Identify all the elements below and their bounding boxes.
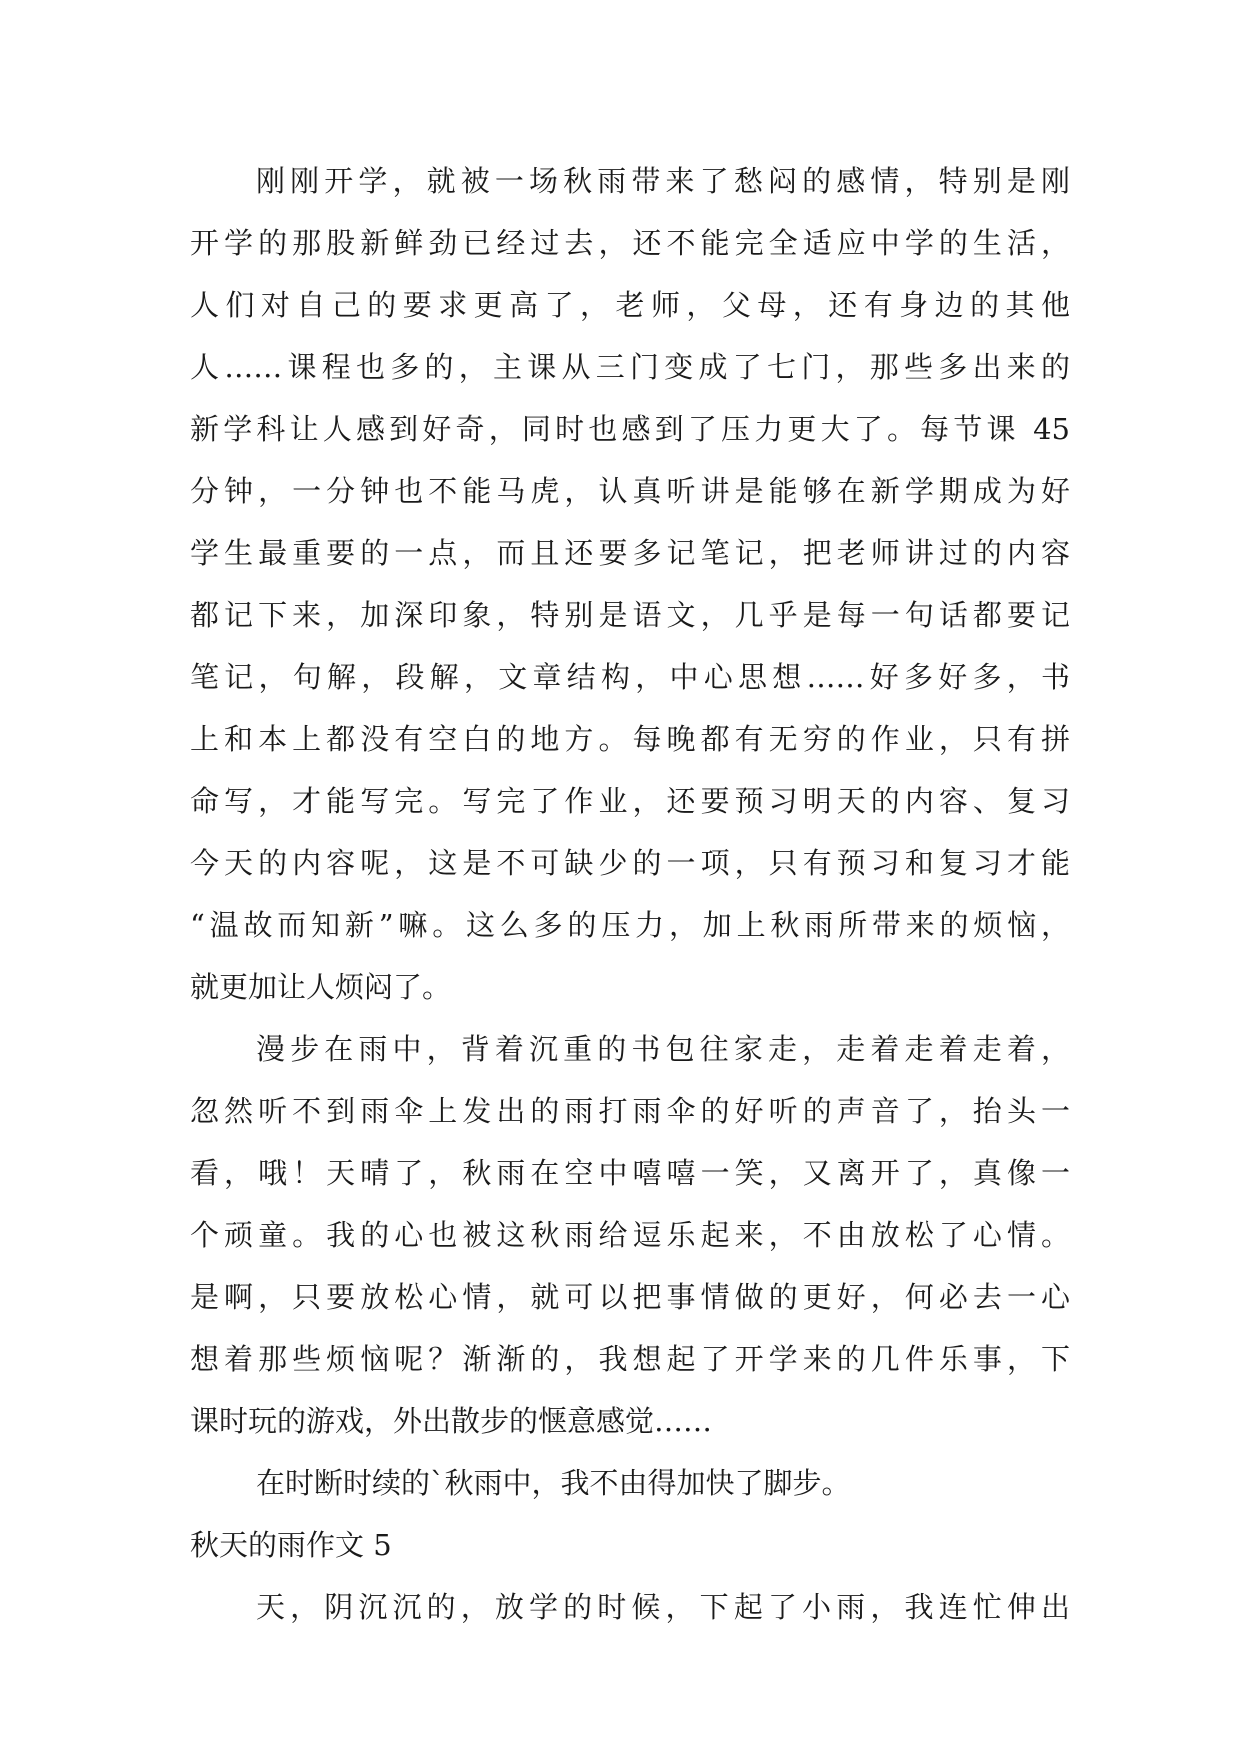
text-line: 都记下来，加深印象，特别是语文，几乎是每一句话都要记 — [190, 598, 1070, 632]
text-line: 开学的那股新鲜劲已经过去，还不能完全适应中学的生活， — [190, 226, 1070, 260]
text-line: 今天的内容呢，这是不可缺少的一项，只有预习和复习才能 — [190, 846, 1070, 880]
text-line: 看，哦！天晴了，秋雨在空中嘻嘻一笑，又离开了，真像一 — [190, 1156, 1070, 1190]
text-line: “温故而知新”嘛。这么多的压力，加上秋雨所带来的烦恼， — [190, 908, 1070, 942]
text-line: 分钟，一分钟也不能马虎，认真听讲是能够在新学期成为好 — [190, 474, 1070, 508]
text-line: 刚刚开学，就被一场秋雨带来了愁闷的感情，特别是刚 — [256, 164, 1070, 198]
text-line: 上和本上都没有空白的地方。每晚都有无穷的作业，只有拼 — [190, 722, 1070, 756]
text-line: 人……课程也多的，主课从三门变成了七门，那些多出来的 — [190, 350, 1070, 384]
text-line: 新学科让人感到好奇，同时也感到了压力更大了。每节课 45 — [190, 412, 1070, 446]
text-line: 课时玩的游戏，外出散步的惬意感觉…… — [190, 1404, 713, 1438]
text-line: 笔记，句解，段解，文章结构，中心思想……好多好多，书 — [190, 660, 1070, 694]
text-line: 学生最重要的一点，而且还要多记笔记，把老师讲过的内容 — [190, 536, 1070, 570]
text-line: 想着那些烦恼呢？渐渐的，我想起了开学来的几件乐事，下 — [190, 1342, 1070, 1376]
text-line: 个顽童。我的心也被这秋雨给逗乐起来，不由放松了心情。 — [190, 1218, 1070, 1252]
text-line: 漫步在雨中，背着沉重的书包往家走，走着走着走着， — [256, 1032, 1070, 1066]
text-line: 命写，才能写完。写完了作业，还要预习明天的内容、复习 — [190, 784, 1070, 818]
text-line: 人们对自己的要求更高了，老师，父母，还有身边的其他 — [190, 288, 1070, 322]
text-line: 天，阴沉沉的，放学的时候，下起了小雨，我连忙伸出 — [256, 1590, 1070, 1624]
text-line: 在时断时续的`秋雨中，我不由得加快了脚步。 — [256, 1466, 851, 1500]
text-line: 是啊，只要放松心情，就可以把事情做的更好，何必去一心 — [190, 1280, 1070, 1314]
text-line: 就更加让人烦闷了。 — [190, 970, 452, 1004]
section-heading: 秋天的雨作文 5 — [190, 1528, 392, 1562]
text-line: 忽然听不到雨伞上发出的雨打雨伞的好听的声音了，抬头一 — [190, 1094, 1070, 1128]
document-body — [190, 150, 1070, 1638]
